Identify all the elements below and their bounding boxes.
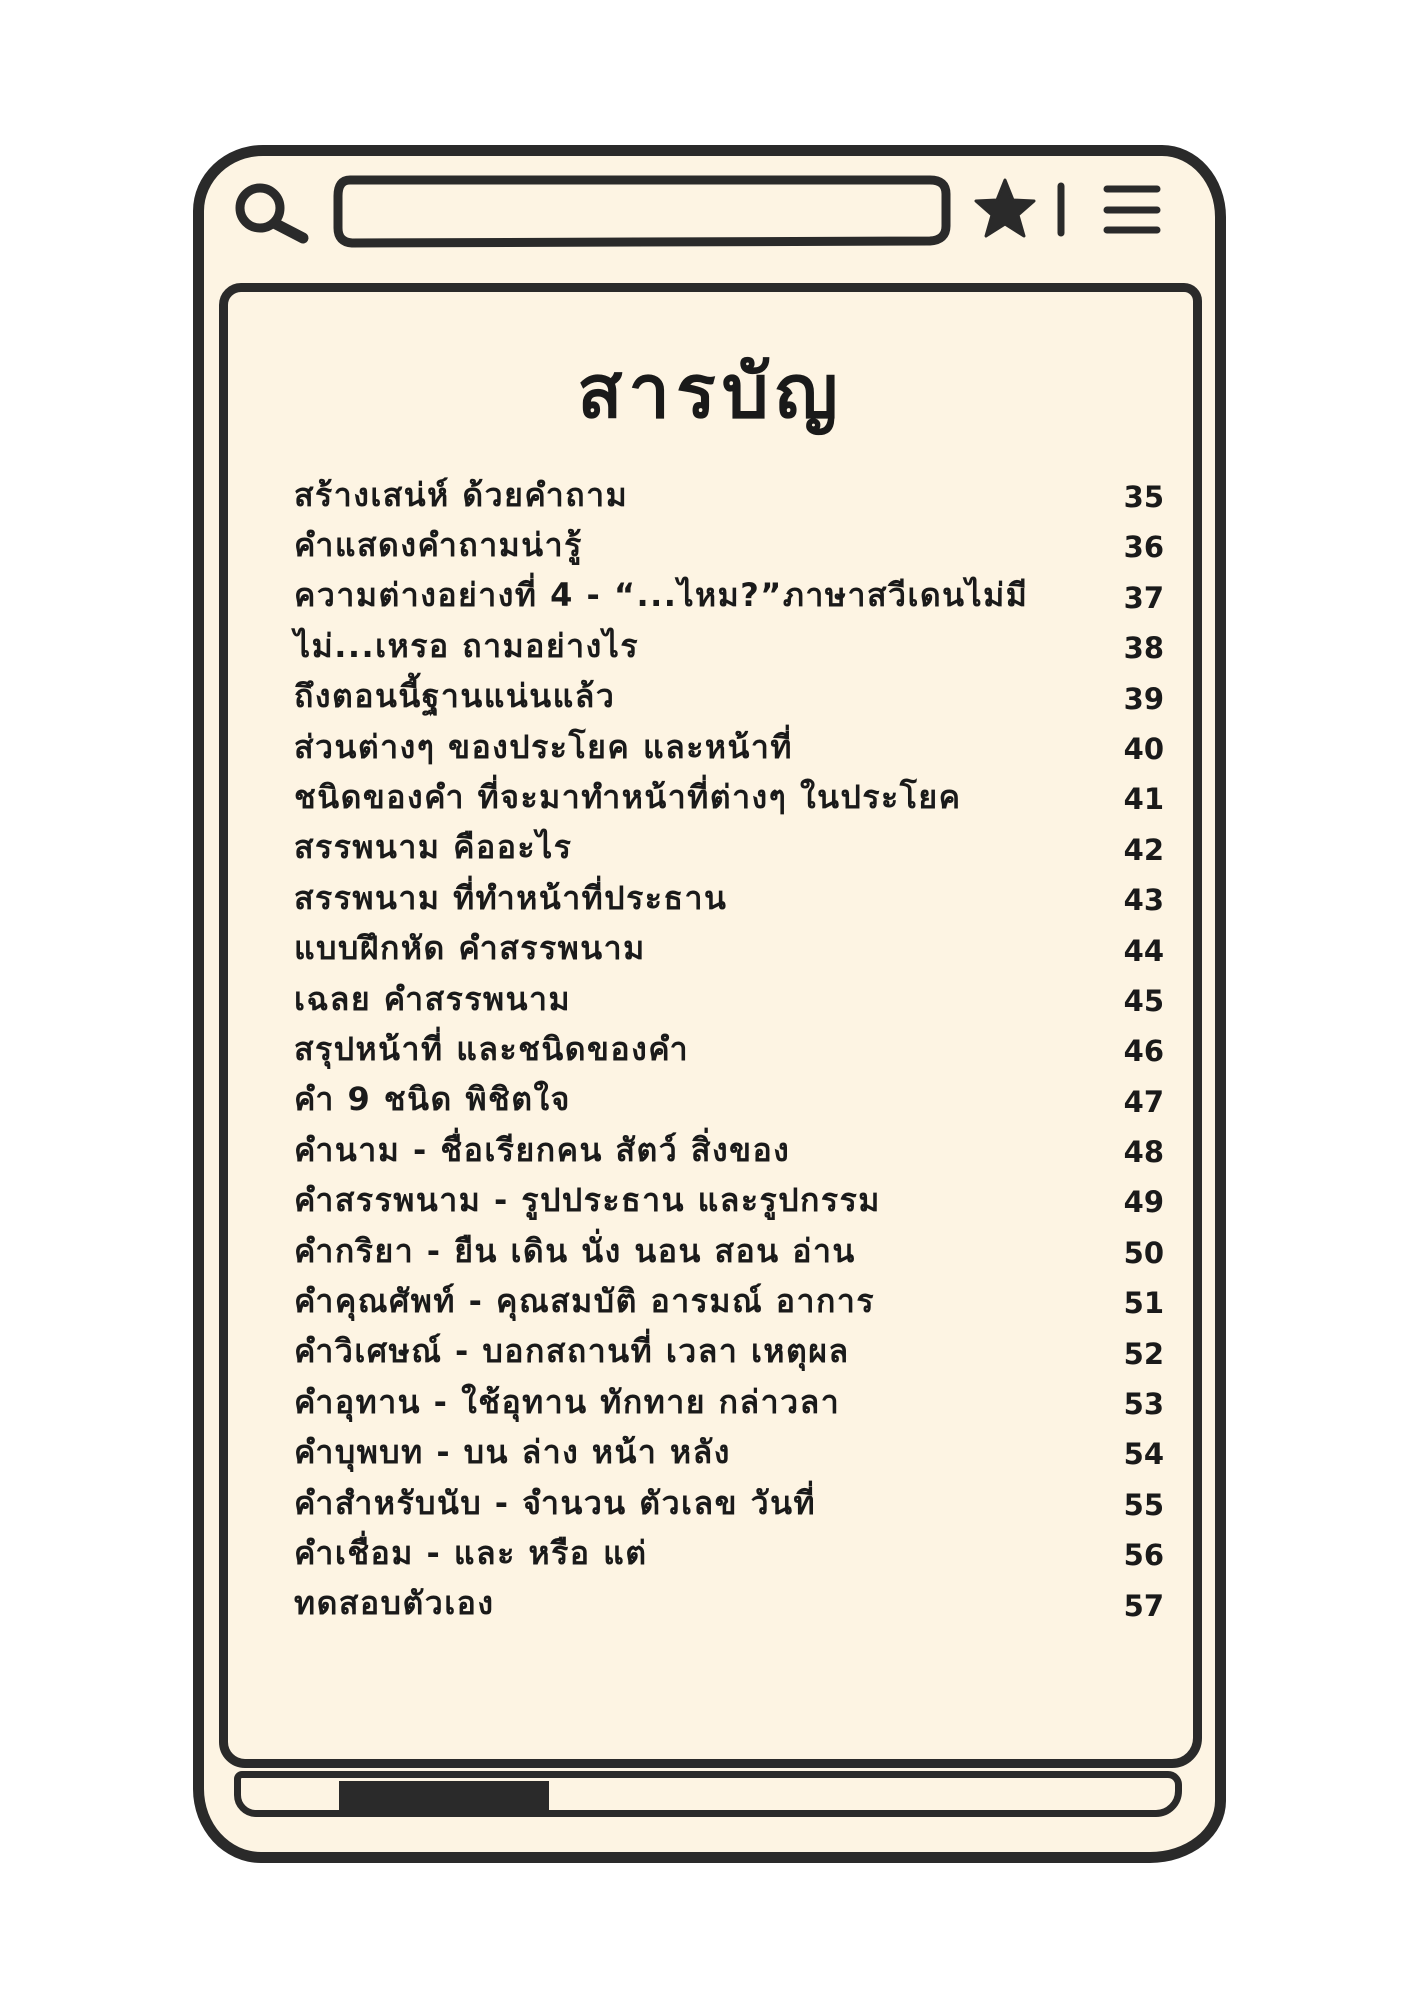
toc-entry-title: คำบุพบท - บน ล่าง หน้า หลัง xyxy=(294,1433,731,1472)
toc-entry-title: คำสำหรับนับ - จำนวน ตัวเลข วันที่ xyxy=(294,1483,817,1522)
toc-entry[interactable] xyxy=(294,1528,1164,1578)
toc-entry-page-number: 50 xyxy=(1123,1235,1164,1270)
toc-entry-page-number: 48 xyxy=(1123,1135,1164,1170)
toc-entry[interactable] xyxy=(294,772,1164,822)
toc-entry[interactable] xyxy=(294,1427,1164,1477)
toc-entry-title: ไม่...เหรอ ถามอย่างไร xyxy=(294,626,640,665)
toc-entry-page-number: 51 xyxy=(1123,1286,1164,1321)
toc-entry-title: แบบฝึกหัด คำสรรพนาม xyxy=(294,929,646,968)
toc-entry-title: คำนาม - ชื่อเรียกคน สัตว์ สิ่งของ xyxy=(294,1130,791,1169)
toc-entry-page-number: 45 xyxy=(1123,983,1164,1018)
toc-entry-title: คำ 9 ชนิด พิชิตใจ xyxy=(294,1080,571,1119)
toc-entry[interactable] xyxy=(294,520,1164,570)
horizontal-scrollbar[interactable] xyxy=(234,1771,1182,1817)
toc-entry-title: คำแสดงคำถามน่ารู้ xyxy=(294,526,583,565)
toc-entry[interactable] xyxy=(294,1377,1164,1427)
toc-entry-title: ทดสอบตัวเอง xyxy=(294,1584,495,1623)
toc-entry-title: สรรพนาม คืออะไร xyxy=(294,828,573,867)
toc-entry[interactable] xyxy=(294,1125,1164,1175)
toc-entry[interactable] xyxy=(294,1327,1164,1377)
toc-entry-page-number: 42 xyxy=(1123,832,1164,867)
toc-entry-page-number: 47 xyxy=(1123,1084,1164,1119)
toc-entry[interactable] xyxy=(294,1579,1164,1629)
toc-entry-title: ชนิดของคำ ที่จะมาทำหน้าที่ต่างๆ ในประโยค xyxy=(294,778,962,817)
toc-entry[interactable] xyxy=(294,1024,1164,1074)
toc-entry-title: คำกริยา - ยืน เดิน นั่ง นอน สอน อ่าน xyxy=(294,1231,856,1270)
toc-entry-page-number: 43 xyxy=(1123,883,1164,918)
content-panel xyxy=(219,283,1202,1768)
page-title: สารบัญ xyxy=(577,349,844,435)
toc-entry[interactable] xyxy=(294,470,1164,520)
toc-entry-title: ความต่างอย่างที่ 4 - “...ไหม?”ภาษาสวีเดนไม่มี xyxy=(294,576,1029,615)
toc-entry-title: สร้างเสน่ห์ ด้วยคำถาม xyxy=(294,475,629,514)
toc-entry[interactable] xyxy=(294,974,1164,1024)
toc-entry-page-number: 44 xyxy=(1123,933,1164,968)
toc-entry-title: คำเชื่อม - และ หรือ แต่ xyxy=(294,1533,648,1572)
toc-entry-title: สรุปหน้าที่ และชนิดของคำ xyxy=(294,1030,690,1068)
toc-entry-page-number: 46 xyxy=(1123,1034,1164,1069)
toc-entry-title: คำสรรพนาม - รูปประธาน และรูปกรรม xyxy=(294,1181,881,1220)
toc-entry-title: คำคุณศัพท์ - คุณสมบัติ อารมณ์ อาการ xyxy=(294,1281,875,1320)
toc-entry-page-number: 55 xyxy=(1123,1487,1164,1522)
toc-entry-page-number: 40 xyxy=(1123,731,1164,766)
table-of-contents xyxy=(294,470,1164,1629)
toc-entry-page-number: 52 xyxy=(1123,1336,1164,1371)
toc-entry[interactable] xyxy=(294,823,1164,873)
toc-entry[interactable] xyxy=(294,1226,1164,1276)
toc-entry-title: คำวิเศษณ์ - บอกสถานที่ เวลา เหตุผล xyxy=(294,1332,850,1371)
toc-entry-page-number: 53 xyxy=(1123,1387,1164,1422)
toc-entry-page-number: 36 xyxy=(1123,530,1164,565)
toc-entry[interactable] xyxy=(294,1478,1164,1528)
toc-entry-title: คำอุทาน - ใช้อุทาน ทักทาย กล่าวลา xyxy=(294,1382,841,1421)
toc-entry-page-number: 57 xyxy=(1123,1588,1164,1623)
toc-entry[interactable] xyxy=(294,1075,1164,1125)
toc-entry-page-number: 39 xyxy=(1123,681,1164,716)
toc-entry-page-number: 54 xyxy=(1123,1437,1164,1472)
toc-entry[interactable] xyxy=(294,1175,1164,1225)
toc-entry-page-number: 56 xyxy=(1123,1538,1164,1573)
toc-entry-page-number: 41 xyxy=(1123,782,1164,817)
toc-entry[interactable] xyxy=(294,571,1164,621)
toc-entry[interactable] xyxy=(294,1276,1164,1326)
toc-entry-page-number: 38 xyxy=(1123,631,1164,666)
toc-entry-page-number: 37 xyxy=(1123,580,1164,615)
toc-entry-page-number: 49 xyxy=(1123,1185,1164,1220)
toc-entry[interactable] xyxy=(294,873,1164,923)
toc-entry-title: เฉลย คำสรรพนาม xyxy=(294,979,572,1018)
toc-entry[interactable] xyxy=(294,672,1164,722)
toc-entry[interactable] xyxy=(294,722,1164,772)
toc-entry-title: ส่วนต่างๆ ของประโยค และหน้าที่ xyxy=(294,727,793,766)
toc-entry-page-number: 35 xyxy=(1123,480,1164,514)
toc-entry-title: ถึงตอนนี้ฐานแน่นแล้ว xyxy=(294,677,616,716)
address-bar[interactable] xyxy=(338,180,946,243)
toc-entry-title: สรรพนาม ที่ทำหน้าที่ประธาน xyxy=(294,878,728,917)
toc-entry[interactable] xyxy=(294,621,1164,671)
scrollbar-thumb[interactable] xyxy=(339,1781,549,1814)
toc-entry[interactable] xyxy=(294,924,1164,974)
